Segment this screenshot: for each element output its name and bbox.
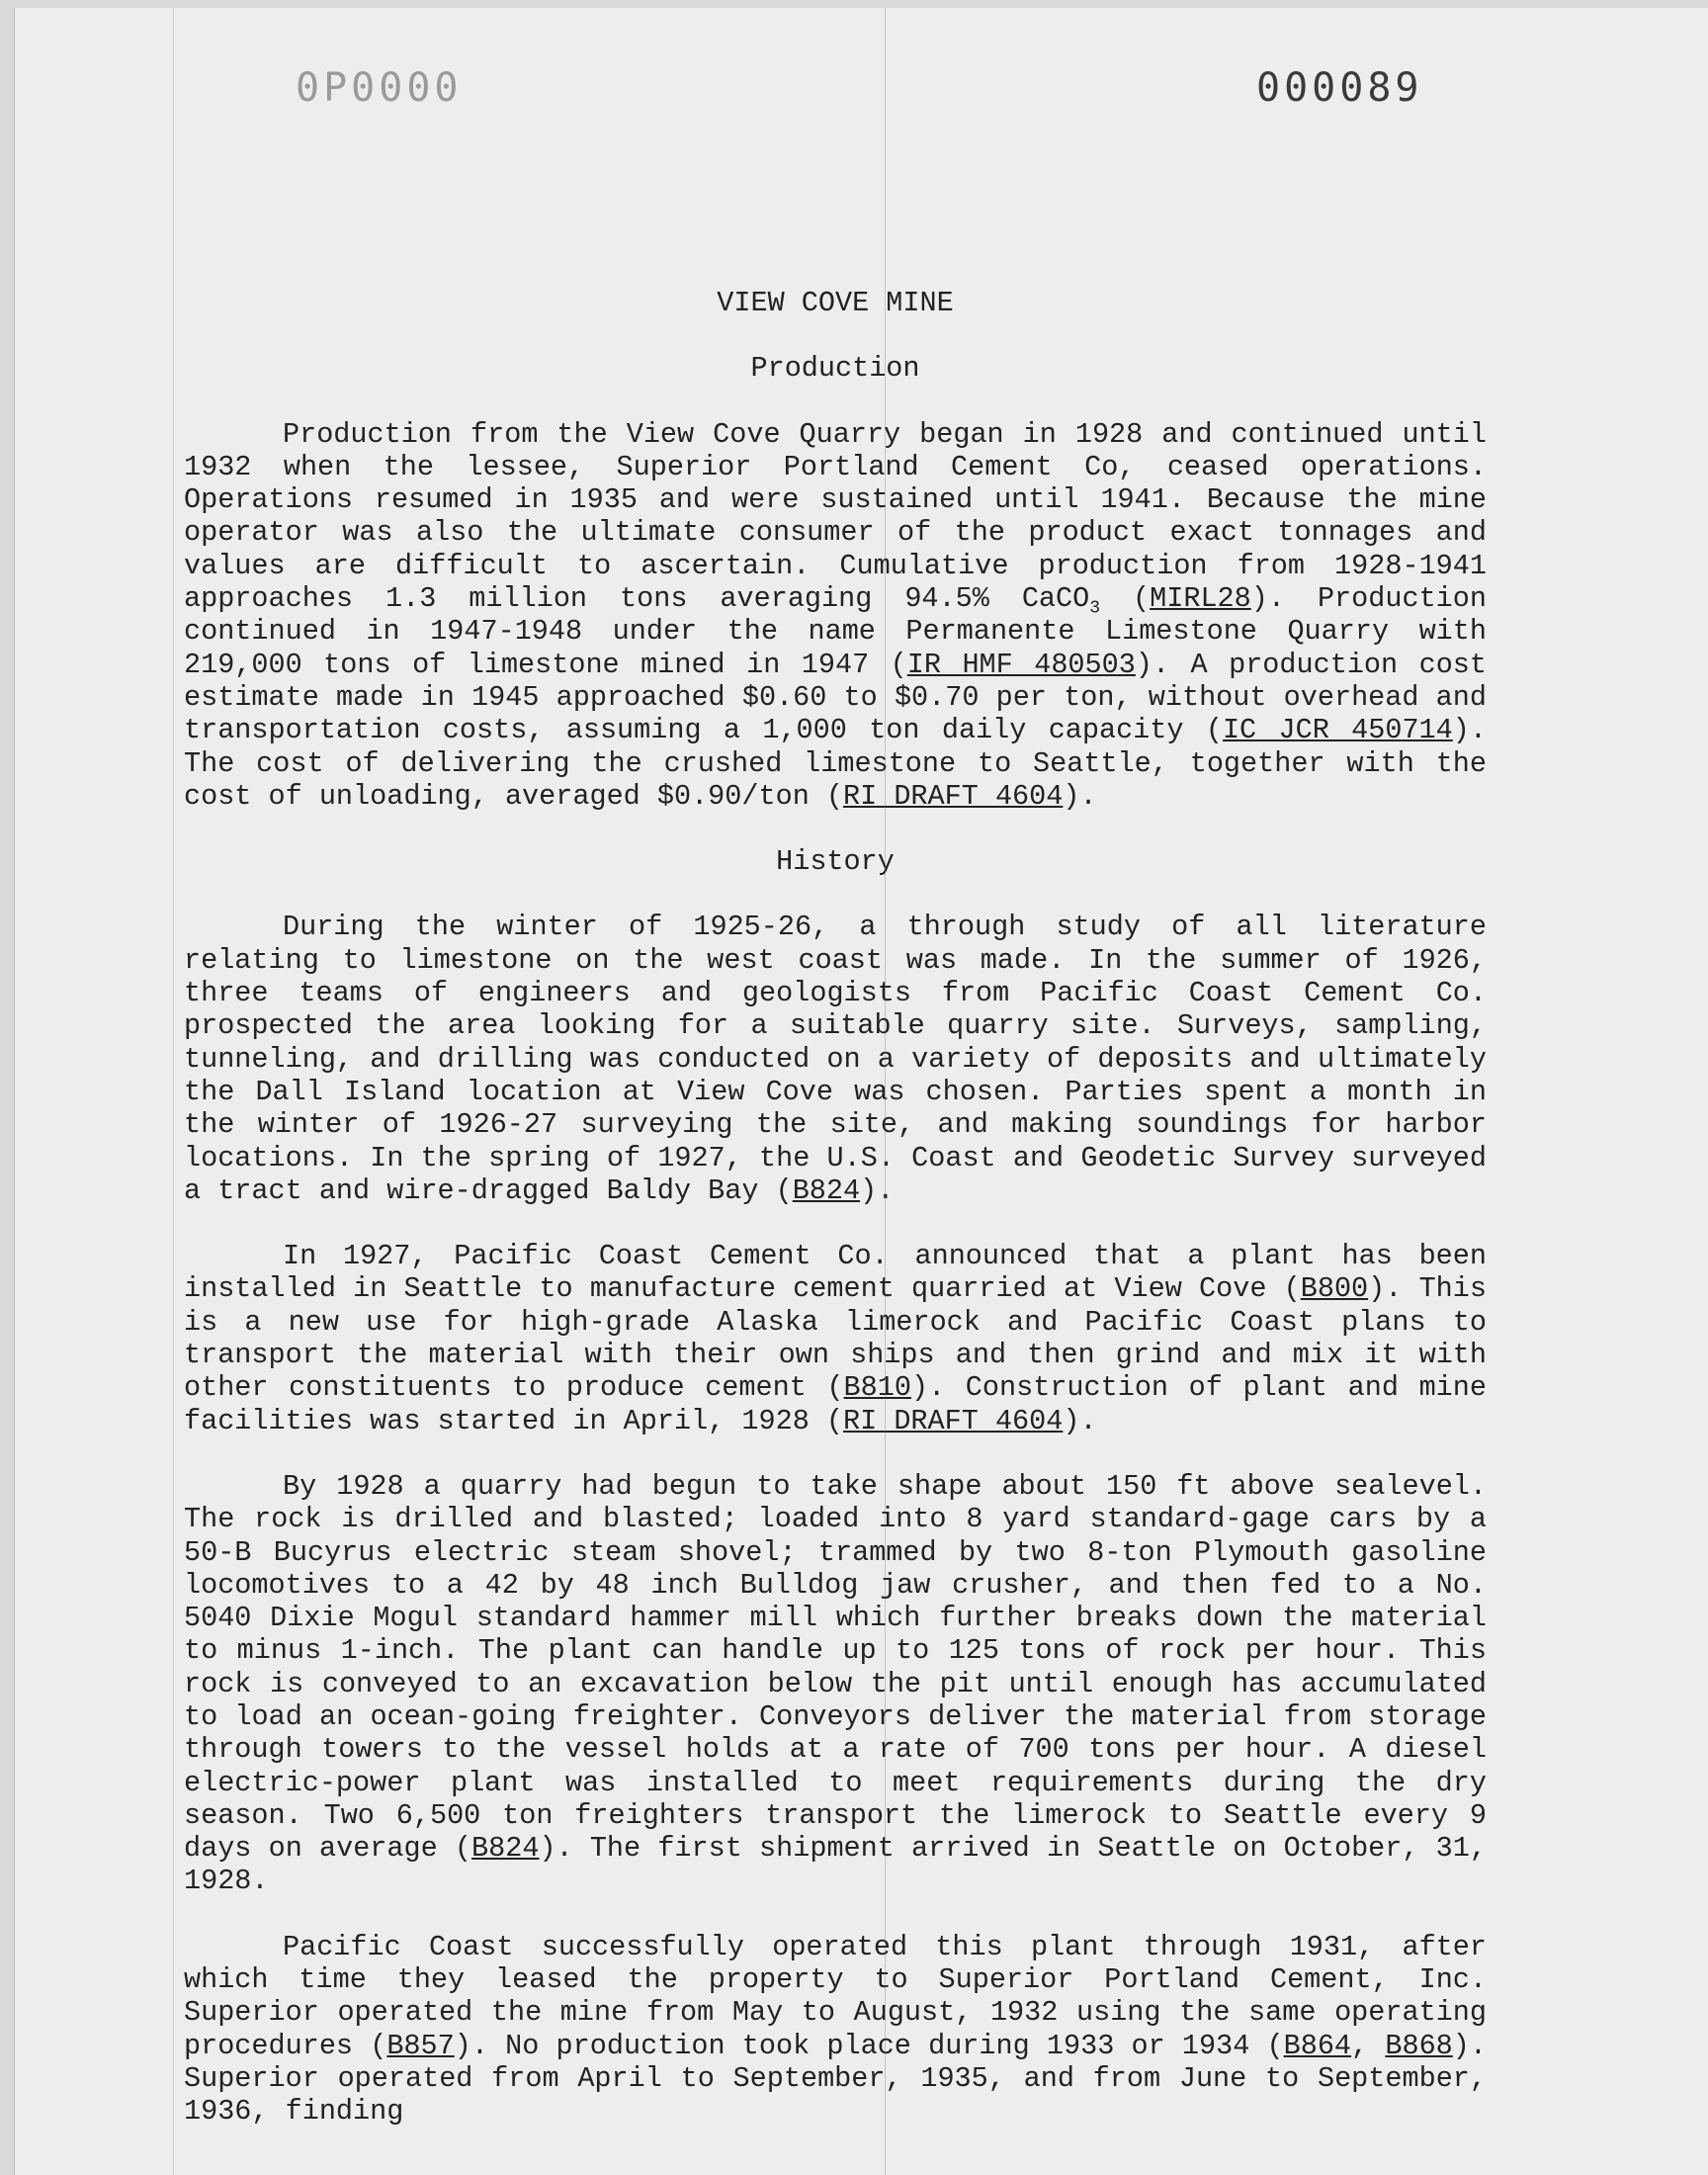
reference-link: IR HMF 480503 bbox=[906, 648, 1136, 681]
subscript: 3 bbox=[1089, 598, 1101, 619]
document-page bbox=[14, 8, 1708, 2175]
text: , bbox=[1351, 2029, 1386, 2062]
history-paragraph-2 bbox=[184, 1240, 1487, 1437]
text: ). Superior operated from April to September, 1935, and from June to September, 1936, finding bbox=[184, 2029, 1487, 2129]
text: Production from the View Cove Quarry began in 1928 and continued until 1932 when the lessee, Superior Portland Cement Co, ceased operations. Operations resumed in 1935 and were sustained until 1941. Because the mine operator was also the ultimate consumer of the product exact tonnages and values are difficult to ascertain. Cumulative production from 1928-1941 approaches 1.3 million tons averaging 94.5% CaCO bbox=[184, 417, 1487, 616]
reference-link: B800 bbox=[1300, 1272, 1369, 1306]
reference-link: RI DRAFT 4604 bbox=[843, 779, 1064, 813]
reference-link: IC JCR 450714 bbox=[1222, 714, 1453, 747]
reference-link: B868 bbox=[1385, 2029, 1453, 2062]
text: During the winter of 1925-26, a through study of all literature relating to limestone on the west coast was made. In the summer of 1926, three teams of engineers and geologists from Pacific Coast Cement Co. prospected the area looking for a suitable quarry site. Surveys, sampling, tunneling, and drilling was conducted on a variety of deposits and ultimately the Dall Island location at View Cove was chosen. Parties spent a month in the winter of 1926-27 surveying the site, and making soundings for harbor locations. In the spring of 1927, the U.S. Coast and Geodetic Survey surveyed a tract and wire-dragged Baldy Bay ( bbox=[184, 911, 1487, 1207]
reference-link: MIRL28 bbox=[1150, 582, 1251, 616]
reference-link: B824 bbox=[471, 1832, 540, 1866]
history-paragraph-1 bbox=[184, 911, 1487, 1207]
reference-link: B810 bbox=[843, 1371, 911, 1405]
history-paragraph-3 bbox=[184, 1470, 1487, 1898]
text: ( bbox=[1100, 582, 1151, 616]
text: Pacific Coast successfully operated this plant through 1931, after which time they leased the property to Superior Portland Cement, Inc. Superior operated the mine from May to August, 1932 using the same operating procedures ( bbox=[184, 1930, 1487, 2062]
production-paragraph bbox=[184, 418, 1487, 814]
text: ). A production cost estimate made in 1945 approached $0.60 to $0.70 per ton, without overhead and transportation costs, assuming a 1,000 ton daily capacity ( bbox=[184, 648, 1488, 747]
reference-link: B857 bbox=[386, 2029, 455, 2062]
text: ). bbox=[1063, 779, 1097, 813]
production-heading: Production bbox=[750, 352, 920, 386]
reference-link: B824 bbox=[792, 1174, 861, 1207]
text: ). The cost of delivering the crushed limestone to Seattle, together with the cost of unloading, averaged $0.90/ton ( bbox=[184, 714, 1487, 813]
text: In 1927, Pacific Coast Cement Co. announced that a plant has been installed in Seattle to manufacture cement quarried at View Cove ( bbox=[184, 1240, 1487, 1306]
page-stamp-left: 0P0000 bbox=[296, 65, 463, 111]
text: ). This is a new use for high-grade Alaska limerock and Pacific Coast plans to transport the material with their own ships and then grind and mix it with other constituents to produce cement ( bbox=[184, 1272, 1487, 1405]
history-paragraph-4 bbox=[184, 1931, 1487, 2129]
text: ). No production took place during 1933 or 1934 ( bbox=[454, 2029, 1284, 2062]
text: ). bbox=[860, 1174, 895, 1207]
reference-link: B864 bbox=[1283, 2029, 1352, 2062]
text: ). Production continued in 1947-1948 under the name Permanente Limestone Quarry with 219,000 tons of limestone mined in 1947 ( bbox=[184, 582, 1487, 681]
text: ). The first shipment arrived in Seattle on October, 31, 1928. bbox=[184, 1832, 1487, 1898]
history-heading: History bbox=[776, 845, 895, 879]
document-title: VIEW COVE MINE bbox=[717, 287, 954, 319]
page-number-stamp: 000089 bbox=[1256, 65, 1423, 111]
document-body bbox=[184, 287, 1487, 2161]
text: By 1928 a quarry had begun to take shape about 150 ft above sealevel. The rock is drilled and blasted; loaded into 8 yard standard-gage cars by a 50-B Bucyrus electric steam shovel; trammed by two 8-ton Plymouth gasoline locomotives to a 42 by 48 inch Bulldog jaw crusher, and then fed to a No. 5040 Dixie Mogul standard hammer mill which further breaks down the material to minus 1-inch. The plant can handle up to 125 tons of rock per hour. This rock is conveyed to an excavation below the pit until enough has accumulated to load an ocean-going freighter. Conveyors deliver the material from storage through towers to the vessel holds at a rate of 700 tons per hour. A diesel electric-power plant was installed to meet requirements during the dry season. Two 6,500 ton freighters transport the limerock to Seattle every 9 days on average ( bbox=[184, 1469, 1487, 1866]
reference-link: RI DRAFT 4604 bbox=[843, 1404, 1064, 1437]
text: ). Construction of plant and mine facilities was started in April, 1928 ( bbox=[184, 1371, 1487, 1437]
text: ). bbox=[1063, 1404, 1097, 1437]
